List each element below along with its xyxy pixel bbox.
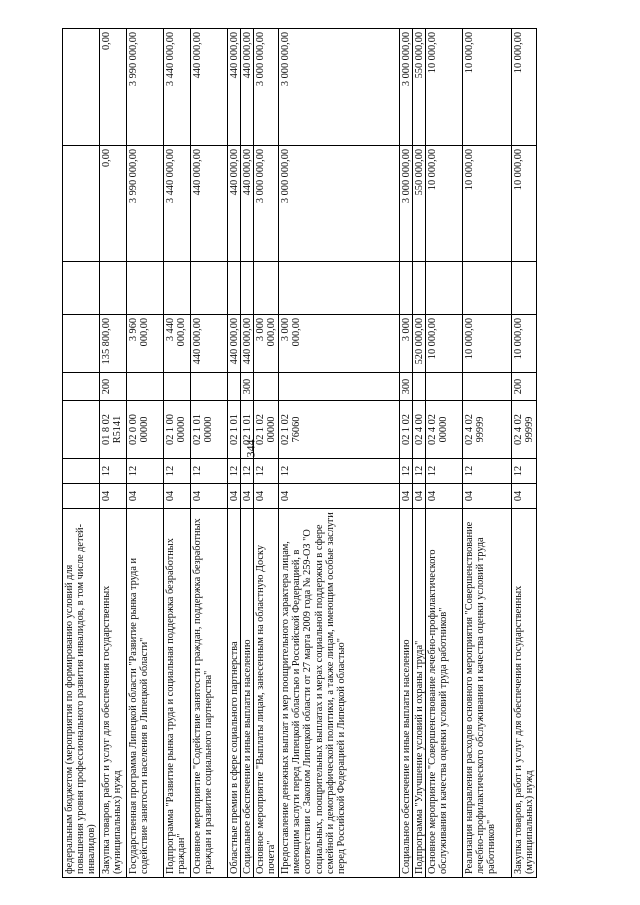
- row-target-article: 02 4 02 99999: [512, 400, 536, 458]
- row-expense-type: [463, 372, 511, 400]
- row-subsection: 12: [100, 458, 126, 483]
- row-amount-2: 440 000,00: [191, 145, 227, 261]
- row-empty-column: [413, 261, 425, 314]
- row-amount-1: 440 000,00: [228, 314, 240, 372]
- row-section: 04: [279, 483, 399, 508]
- row-section: 04: [512, 483, 536, 508]
- row-amount-1: 3 440 000,00: [164, 314, 190, 372]
- row-amount-2: 440 000,00: [241, 145, 253, 261]
- row-amount-1: 3 000: [400, 314, 412, 372]
- row-target-article: 02 1 00 00000: [164, 400, 190, 458]
- row-expense-type: 200: [100, 372, 126, 400]
- row-subsection: 12: [512, 458, 536, 483]
- row-section: 04: [413, 483, 425, 508]
- row-empty-column: [164, 261, 190, 314]
- row-expense-type: [254, 372, 278, 400]
- row-empty-column: [241, 261, 253, 314]
- row-target-article: 02 1 01 00000: [191, 400, 227, 458]
- row-description: Основное мероприятие "Выплаты лицам, занесенным на областную Доску почета": [254, 508, 278, 878]
- row-subsection: 12: [463, 458, 511, 483]
- row-description: Предоставление денежных выплат и мер поощрительного характера лицам, имеющим заслуги перед Липецкой областью и Российской Федерацией, в соответствии с Законом Липецкой области от 27 марта 2009 года № 259-ОЗ "О социальных, поощрительных выплатах и мерах социальной поддержки в сфере семейной и демографической политики, а также лицам, имеющим особые заслуги перед Российской Федерацией и Липецкой областью": [279, 508, 399, 878]
- row-amount-2: 0,00: [100, 145, 126, 261]
- row-description: Подпрограмма "Улучшение условий и охраны труда": [413, 508, 425, 878]
- row-amount-2: 10 000,00: [426, 145, 462, 261]
- row-description: Областные премии в сфере социального партнерства: [228, 508, 240, 878]
- row-target-article: [63, 400, 99, 458]
- row-amount-3: 3 990 000,00: [127, 28, 163, 145]
- row-amount-2: 10 000,00: [512, 145, 536, 261]
- row-empty-column: [512, 261, 536, 314]
- row-amount-1: 440 000,00: [241, 314, 253, 372]
- row-empty-column: [254, 261, 278, 314]
- row-section: 04: [191, 483, 227, 508]
- row-amount-3: 440 000,00: [191, 28, 227, 145]
- row-amount-1: 520 000,00: [413, 314, 425, 372]
- row-amount-1: 135 800,00: [100, 314, 126, 372]
- row-amount-3: 550 000,00: [413, 28, 425, 145]
- row-target-article: 02 1 01: [241, 400, 253, 458]
- row-subsection: 12: [241, 458, 253, 483]
- row-empty-column: [191, 261, 227, 314]
- row-description: Государственная программа Липецкой области "Развитие рынка труда и содействие занятости населения в Липецкой области": [127, 508, 163, 878]
- row-amount-2: 3 000 000,00: [400, 145, 412, 261]
- page-number: 344: [243, 439, 258, 458]
- table-row: [413, 28, 426, 878]
- table-row: [228, 28, 241, 878]
- row-amount-1: 10 000,00: [463, 314, 511, 372]
- table-viewport: [62, 28, 592, 878]
- row-amount-3: 10 000,00: [512, 28, 536, 145]
- row-amount-3: [63, 28, 99, 145]
- row-description: федеральным бюджетом (мероприятия по формированию условий для повышения уровня профессионального развития инвалидов, в том числе детей-инвалидов): [63, 508, 99, 878]
- row-section: 04: [100, 483, 126, 508]
- row-amount-1: 10 000,00: [426, 314, 462, 372]
- row-empty-column: [127, 261, 163, 314]
- row-subsection: 12: [164, 458, 190, 483]
- row-expense-type: [63, 372, 99, 400]
- row-description: Реализация направления расходов основного мероприятия "Совершенствование лечебно-профилактического обслуживания и качества оценки условий труда работников": [463, 508, 511, 878]
- row-amount-3: 3 000 000,00: [254, 28, 278, 145]
- row-amount-3: 10 000,00: [426, 28, 462, 145]
- row-description: Социальное обеспечение и иные выплаты населению: [241, 508, 253, 878]
- row-expense-type: [426, 372, 462, 400]
- row-expense-type: 300: [400, 372, 412, 400]
- row-description: Закупка товаров, работ и услуг для обеспечения государственных (муниципальных) нужд: [512, 508, 536, 878]
- row-expense-type: [413, 372, 425, 400]
- row-amount-3: 3 440 000,00: [164, 28, 190, 145]
- row-amount-1: 10 000,00: [512, 314, 536, 372]
- row-description: Закупка товаров, работ и услуг для обеспечения государственных (муниципальных) нужд: [100, 508, 126, 878]
- table-row: [63, 28, 100, 878]
- row-expense-type: 200: [512, 372, 536, 400]
- row-subsection: 12: [191, 458, 227, 483]
- row-amount-2: 3 000 000,00: [254, 145, 278, 261]
- table-row: [241, 28, 254, 878]
- table-row: [512, 28, 537, 878]
- row-amount-2: 3 990 000,00: [127, 145, 163, 261]
- row-expense-type: [228, 372, 240, 400]
- row-section: 04: [164, 483, 190, 508]
- row-empty-column: [426, 261, 462, 314]
- row-description: Подпрограмма "Развитие рынка труда и социальная поддержка безработных граждан": [164, 508, 190, 878]
- row-target-article: 02 1 02 00000: [254, 400, 278, 458]
- row-amount-3: 0,00: [100, 28, 126, 145]
- row-target-article: 02 4 02 00000: [426, 400, 462, 458]
- row-section: 04: [127, 483, 163, 508]
- row-amount-1: 3 000 000,00: [279, 314, 399, 372]
- row-subsection: 12: [228, 458, 240, 483]
- row-amount-3: 440 000,00: [241, 28, 253, 145]
- row-description: Основное мероприятие "Совершенствование лечебно-профилактического обслуживания и качества оценки условий труда работников": [426, 508, 462, 878]
- row-subsection: 12: [254, 458, 278, 483]
- row-description: Социальное обеспечение и иные выплаты населению: [400, 508, 412, 878]
- row-target-article: 02 0 00 00000: [127, 400, 163, 458]
- row-expense-type: 300: [241, 372, 253, 400]
- row-target-article: 02 1 02: [400, 400, 412, 458]
- row-section: 04: [400, 483, 412, 508]
- row-amount-3: 3 000 000,00: [279, 28, 399, 145]
- row-section: [63, 483, 99, 508]
- row-subsection: 12: [279, 458, 399, 483]
- row-amount-2: [63, 145, 99, 261]
- row-amount-1: 440 000,00: [191, 314, 227, 372]
- row-description: Основное мероприятие "Содействие занятости граждан, поддержка безработных граждан и развитие социального партнерства": [191, 508, 227, 878]
- row-amount-2: 3 440 000,00: [164, 145, 190, 261]
- row-section: 04: [254, 483, 278, 508]
- row-amount-2: 10 000,00: [463, 145, 511, 261]
- row-subsection: 12: [426, 458, 462, 483]
- row-section: 04: [241, 483, 253, 508]
- row-target-article: 01 8 02 R5141: [100, 400, 126, 458]
- table-row: [191, 28, 228, 878]
- row-subsection: 12: [400, 458, 412, 483]
- table-row: [426, 28, 463, 878]
- row-subsection: 12: [413, 458, 425, 483]
- row-amount-2: 550 000,00: [413, 145, 425, 261]
- row-amount-2: 3 000 000,00: [279, 145, 399, 261]
- budget-table: [62, 28, 592, 878]
- table-row: [254, 28, 279, 878]
- row-subsection: 12: [127, 458, 163, 483]
- row-amount-1: [63, 314, 99, 372]
- row-amount-1: 3 960 000,00: [127, 314, 163, 372]
- table-row: [279, 28, 400, 878]
- row-expense-type: [127, 372, 163, 400]
- table-row: [463, 28, 512, 878]
- row-target-article: 02 1 01: [228, 400, 240, 458]
- table-row: [164, 28, 191, 878]
- row-empty-column: [63, 261, 99, 314]
- row-expense-type: [279, 372, 399, 400]
- row-amount-3: 440 000,00: [228, 28, 240, 145]
- row-target-article: 02 4 00: [413, 400, 425, 458]
- row-subsection: [63, 458, 99, 483]
- row-amount-3: 3 000 000,00: [400, 28, 412, 145]
- row-empty-column: [400, 261, 412, 314]
- row-empty-column: [100, 261, 126, 314]
- row-amount-2: 440 000,00: [228, 145, 240, 261]
- row-amount-3: 10 000,00: [463, 28, 511, 145]
- row-section: 04: [463, 483, 511, 508]
- row-target-article: 02 1 02 76060: [279, 400, 399, 458]
- row-target-article: 02 4 02 99999: [463, 400, 511, 458]
- row-empty-column: [463, 261, 511, 314]
- row-section: 04: [228, 483, 240, 508]
- row-empty-column: [228, 261, 240, 314]
- row-section: 04: [426, 483, 462, 508]
- table-row: [127, 28, 164, 878]
- row-empty-column: [279, 261, 399, 314]
- table-row: [400, 28, 413, 878]
- row-expense-type: [164, 372, 190, 400]
- row-amount-1: 3 000 000,00: [254, 314, 278, 372]
- row-expense-type: [191, 372, 227, 400]
- table-row: [100, 28, 127, 878]
